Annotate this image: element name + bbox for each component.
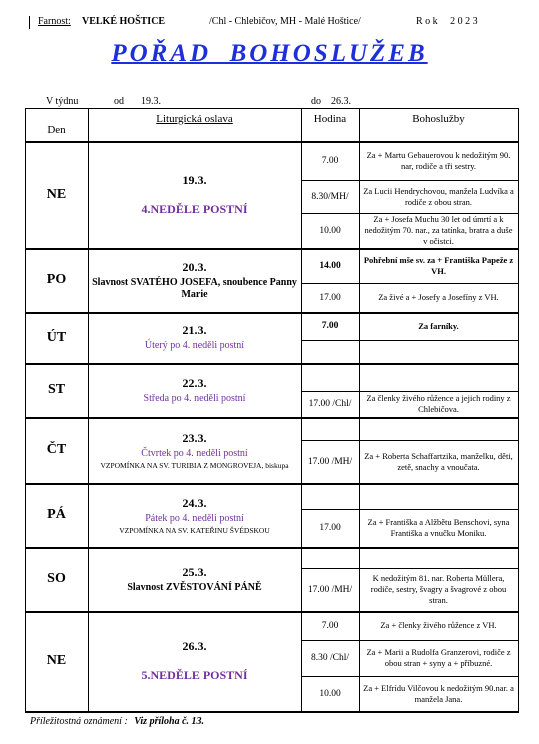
liturgy-date: 23.3. — [182, 430, 207, 445]
mass-time-cell — [301, 248, 359, 283]
mass-time-cell — [301, 568, 359, 611]
mass-time: 17.00 — [319, 523, 341, 533]
liturgy-note: VZPOMÍNKA NA SV. KATEŘINU ŠVÉDSKOU — [119, 525, 270, 535]
mass-intention: Za + členky živého růžence z VH. — [380, 620, 497, 630]
liturgy-date: 22.3. — [182, 375, 207, 390]
table-column-border — [518, 108, 519, 711]
mass-intention: Za farníky. — [418, 320, 459, 331]
churches-legend: /Chl - Chlebičov, MH - Malé Hoštice/ — [209, 16, 361, 27]
mass-intention-cell — [359, 340, 518, 363]
column-header-liturgy-label: Liturgická oslava — [156, 112, 233, 125]
mass-intention-cell — [359, 417, 518, 440]
mass-time: 7.00 — [321, 620, 339, 631]
mass-intention-cell — [359, 363, 518, 391]
mass-time: 8.30 /Chl/ — [310, 653, 349, 663]
day-abbrev-cell — [25, 248, 88, 312]
year-label: R o k 2 0 2 3 — [416, 16, 478, 27]
liturgy-name: 4.NEDĚLE POSTNÍ — [141, 201, 248, 216]
day-abbrev-cell — [25, 141, 88, 248]
week-from-label: od — [114, 96, 124, 107]
mass-time: 8.30/MH/ — [311, 191, 349, 202]
liturgy-name: Slavnost ZVĚSTOVÁNÍ PÁNĚ — [127, 581, 262, 593]
mass-time-cell — [301, 547, 359, 568]
mass-intention: Za + Josefa Muchu 30 let od úmrtí a k nedožitým 70. nar., za tatínka, bratra a duše v očistci. — [364, 214, 513, 246]
mass-intention: Za + Roberta Schaffartzika, manželku, děti, zetě, snachy a vnoučata. — [364, 450, 513, 472]
column-header-masses-label: Bohoslužby — [412, 112, 465, 125]
mass-time-cell — [301, 363, 359, 391]
liturgy-cell — [88, 363, 301, 417]
parish-name: VELKÉ HOŠTICE — [82, 16, 166, 27]
day-abbrev: NE — [46, 653, 67, 668]
mass-time: 10.00 — [319, 688, 341, 699]
mass-time: 14.00 — [319, 260, 341, 271]
day-abbrev-cell — [25, 417, 88, 483]
mass-time-cell — [301, 283, 359, 312]
mass-intention-cell — [359, 141, 518, 180]
mass-intention-cell — [359, 283, 518, 312]
liturgy-note: VZPOMÍNKA NA SV. TURIBIA Z MONGROVEJA, biskupa — [100, 460, 289, 470]
day-abbrev-cell — [25, 611, 88, 711]
mass-intention-cell — [359, 213, 518, 248]
liturgy-name: Slavnost SVATÉHO JOSEFA, snoubence Panny Marie — [92, 276, 297, 300]
week-label: V týdnu — [46, 96, 79, 107]
week-from: 19.3. — [141, 96, 161, 107]
week-to: 26.3. — [331, 96, 351, 107]
mass-time: 7.00 — [321, 321, 339, 331]
day-abbrev-cell — [25, 547, 88, 611]
day-abbrev-cell — [25, 483, 88, 547]
column-header-time-label: Hodina — [313, 112, 347, 125]
mass-intention: K nedožitým 81. nar. Roberta Müllera, rodiče, sestry, švagry a švagrové z obou stran. — [370, 573, 507, 605]
mass-intention: Za živé a + Josefy a Josefíny z VH. — [378, 292, 499, 302]
mass-intention-cell — [359, 248, 518, 283]
mass-intention-cell — [359, 568, 518, 611]
column-header-day — [25, 118, 88, 141]
mass-time-cell — [301, 213, 359, 248]
day-abbrev: ÚT — [46, 329, 67, 345]
mass-time-cell — [301, 180, 359, 213]
column-header-masses — [359, 108, 518, 129]
liturgy-cell — [88, 141, 301, 248]
mass-intention-cell — [359, 509, 518, 547]
mass-intention: Za + Elfrídu Vilčovou k nedožitým 90.nar. a manžela Jana. — [363, 682, 514, 704]
mass-intention-cell — [359, 440, 518, 483]
day-abbrev: PÁ — [47, 507, 66, 522]
liturgy-cell — [88, 611, 301, 711]
liturgy-date: 25.3. — [182, 564, 207, 579]
liturgy-date: 21.3. — [182, 323, 207, 337]
mass-time-cell — [301, 640, 359, 676]
mass-time: 17.00 /MH/ — [307, 456, 353, 467]
mass-time-cell — [301, 141, 359, 180]
day-abbrev-cell — [25, 363, 88, 417]
liturgy-cell — [88, 312, 301, 363]
mass-intention: Za Lucii Hendrychovou, manžela Ludvíka a rodiče z obou stran. — [363, 185, 514, 207]
liturgy-name: Středa po 4. neděli postní — [143, 392, 246, 404]
mass-time-cell — [301, 312, 359, 340]
mass-time-cell — [301, 676, 359, 711]
day-abbrev: SO — [47, 571, 66, 586]
day-row-border — [25, 711, 519, 713]
day-abbrev: NE — [46, 186, 67, 202]
mass-time: 17.00 /Chl/ — [308, 399, 352, 409]
mass-time-cell — [301, 611, 359, 640]
mass-intention-cell — [359, 180, 518, 213]
mass-intention: Pohřební mše sv. za + Františka Papeže z VH. — [363, 254, 514, 276]
footer-value: Viz příloha č. 13. — [134, 716, 205, 727]
mass-time: 17.00 — [319, 292, 341, 303]
liturgy-cell — [88, 417, 301, 483]
mass-time: 17.00 /MH/ — [307, 584, 353, 595]
mass-time-cell — [301, 391, 359, 417]
liturgy-date: 19.3. — [182, 172, 207, 187]
liturgy-name: 5.NEDĚLE POSTNÍ — [141, 668, 248, 682]
column-header-time — [301, 108, 359, 129]
mass-time: 10.00 — [319, 225, 341, 236]
liturgy-date: 26.3. — [182, 639, 207, 653]
liturgy-date: 24.3. — [182, 495, 207, 510]
liturgy-cell — [88, 547, 301, 611]
page-title: POŘAD BOHOSLUŽEB — [111, 40, 428, 67]
liturgy-cell — [88, 248, 301, 312]
day-abbrev: ST — [47, 382, 66, 397]
mass-intention-cell — [359, 483, 518, 509]
liturgy-cell — [88, 483, 301, 547]
mass-intention: Za + Martu Gebauerovou k nedožitým 90. nar, rodiče a tři sestry. — [366, 149, 511, 171]
day-abbrev: PO — [46, 272, 67, 287]
mass-intention-cell — [359, 676, 518, 711]
liturgy-name: Čtvrtek po 4. neděli postní — [141, 447, 248, 459]
week-to-label: do — [311, 96, 321, 107]
mass-intention-cell — [359, 611, 518, 640]
column-header-day-label: Den — [47, 123, 66, 136]
mass-time-cell — [301, 509, 359, 547]
day-abbrev: ČT — [46, 442, 67, 457]
mass-intention: Za + Františka a Alžbětu Benschovi, syna Františka a vnučku Moniku. — [367, 517, 510, 538]
mass-intention: Za + Marii a Rudolfa Granzerovi, rodiče z obou stran + syny a + příbuzné. — [366, 647, 511, 668]
mass-intention: Za členky živého růžence a jejich rodiny z Chlebičova. — [366, 393, 511, 414]
mass-intention-cell — [359, 640, 518, 676]
parish-label: Farnost: — [38, 16, 71, 27]
mass-intention-cell — [359, 312, 518, 340]
day-abbrev-cell — [25, 312, 88, 363]
footer-label: Příležitostná oznámení : — [30, 716, 128, 727]
liturgy-date: 20.3. — [182, 259, 207, 274]
mass-intention-cell — [359, 391, 518, 417]
mass-time-cell — [301, 440, 359, 483]
liturgy-name: Úterý po 4. neděli postní — [144, 340, 245, 351]
liturgy-name: Pátek po 4. neděli postní — [145, 512, 244, 524]
column-header-liturgy — [88, 108, 301, 129]
footer-note — [30, 716, 204, 727]
mass-time-cell — [301, 483, 359, 509]
mass-time: 7.00 — [321, 155, 339, 166]
header-bar — [29, 16, 30, 29]
mass-time-cell — [301, 340, 359, 363]
mass-intention-cell — [359, 547, 518, 568]
mass-time-cell — [301, 417, 359, 440]
